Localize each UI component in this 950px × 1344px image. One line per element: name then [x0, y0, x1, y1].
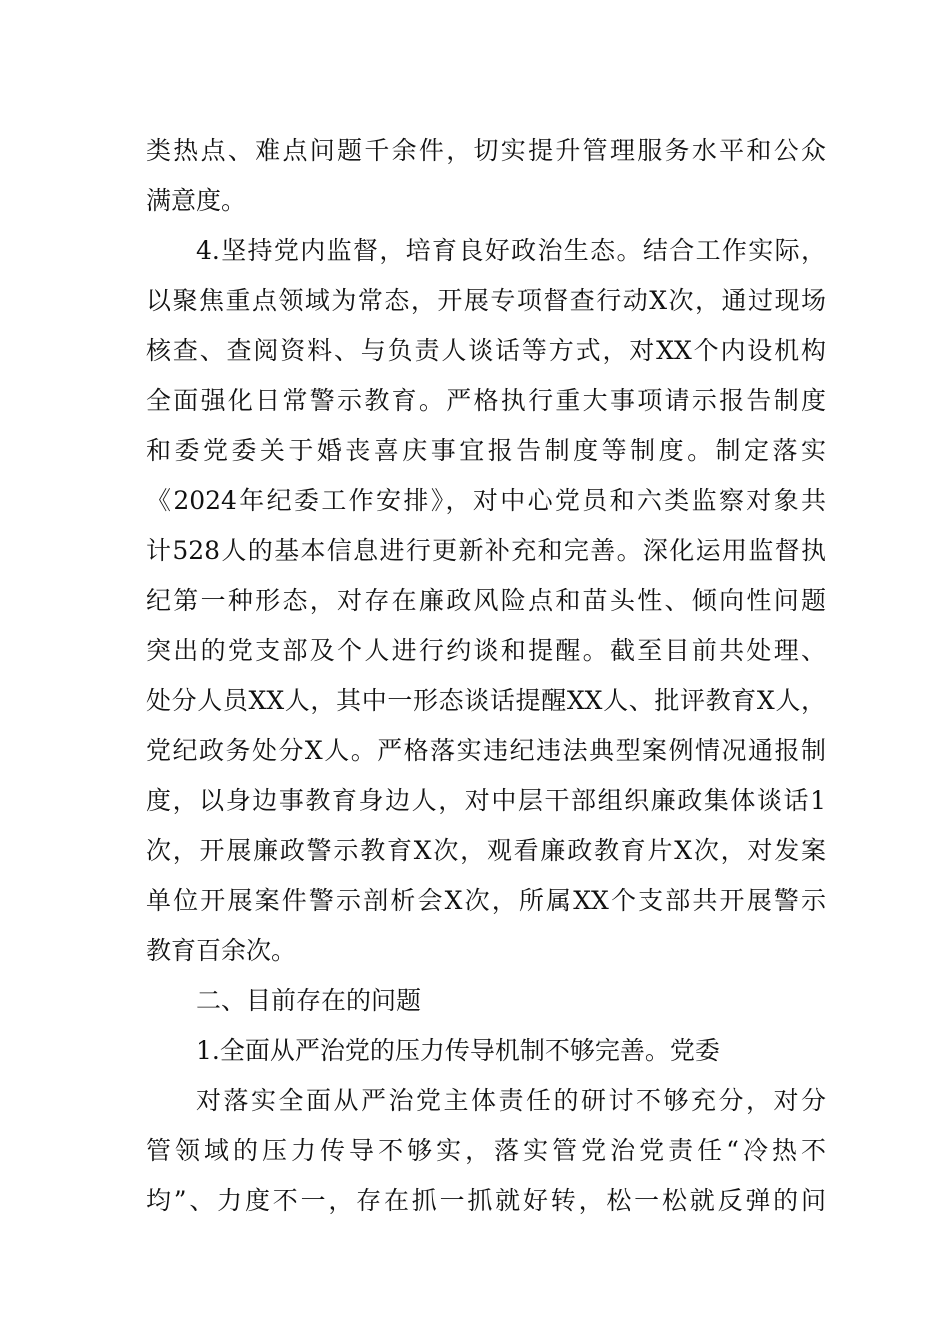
text-line: 均”、力度不一，存在抓一抓就好转，松一松就反弹的问 — [146, 1186, 826, 1215]
text-line: 满意度。 — [146, 186, 247, 215]
text-line: 对落实全面从严治党主体责任的研讨不够充分，对分 — [196, 1086, 826, 1115]
text-line: 计528人的基本信息进行更新补充和完善。深化运用监督执 — [146, 536, 826, 565]
text-line: 和委党委关于婚丧喜庆事宜报告制度等制度。制定落实 — [146, 436, 826, 465]
text-line: 以聚焦重点领域为常态，开展专项督查行动X次，通过现场 — [146, 286, 826, 315]
text-line: 4.坚持党内监督，培育良好政治生态。结合工作实际， — [196, 236, 826, 265]
text-line: 突出的党支部及个人进行约谈和提醒。截至目前共处理、 — [146, 636, 826, 665]
text-line: 次，开展廉政警示教育X次，观看廉政教育片X次，对发案 — [146, 836, 826, 865]
text-line: 党纪政务处分X人。严格落实违纪违法典型案例情况通报制 — [146, 736, 826, 765]
section-heading: 二、目前存在的问题 — [196, 986, 422, 1015]
subsection-heading: 1.全面从严治党的压力传导机制不够完善。党委 — [196, 1036, 720, 1065]
text-line: 管领域的压力传导不够实，落实管党治党责任“冷热不 — [146, 1136, 826, 1165]
text-line: 全面强化日常警示教育。严格执行重大事项请示报告制度 — [146, 386, 826, 415]
text-line: 单位开展案件警示剖析会X次，所属XX个支部共开展警示 — [146, 886, 826, 915]
text-line: 教育百余次。 — [146, 936, 297, 965]
text-line: 度，以身边事教育身边人，对中层干部组织廉政集体谈话1 — [146, 786, 826, 815]
text-line: 《2024年纪委工作安排》，对中心党员和六类监察对象共 — [146, 486, 826, 515]
text-line: 处分人员XX人，其中一形态谈话提醒XX人、批评教育X人， — [146, 686, 826, 715]
text-line: 核查、查阅资料、与负责人谈话等方式，对XX个内设机构 — [146, 336, 826, 365]
text-line: 类热点、难点问题千余件，切实提升管理服务水平和公众 — [146, 136, 826, 165]
text-line: 纪第一种形态，对存在廉政风险点和苗头性、倾向性问题 — [146, 586, 826, 615]
